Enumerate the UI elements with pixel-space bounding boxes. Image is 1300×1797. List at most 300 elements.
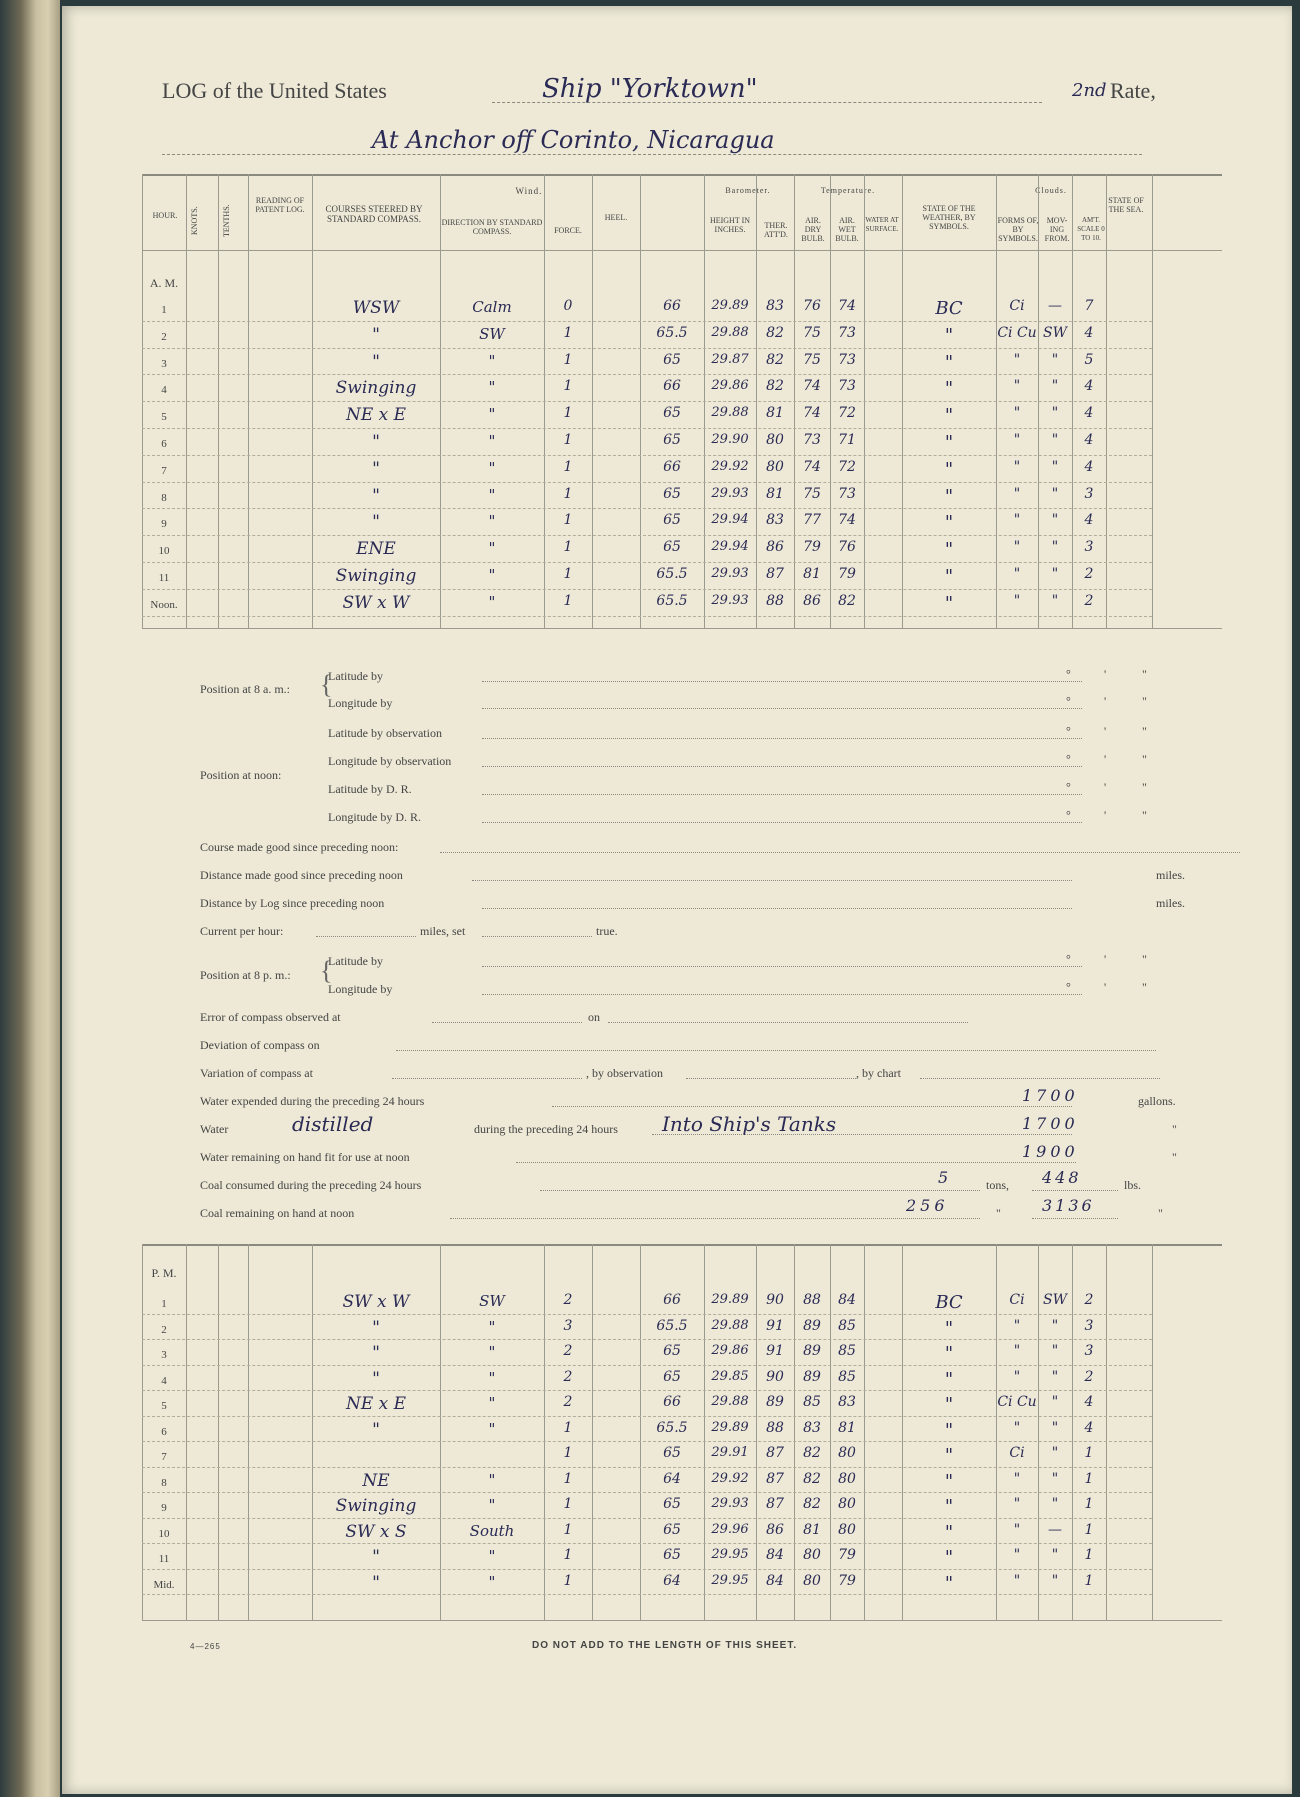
pm-ther-cell: 87 xyxy=(766,1496,784,1512)
am-dir-cell: " xyxy=(488,405,496,424)
pm-course-cell: NE x E xyxy=(345,1394,407,1414)
col-log-header: READING OF PATENT LOG. xyxy=(255,196,305,214)
pm-column-divider xyxy=(218,1244,219,1620)
am-extra-cell: 65 xyxy=(663,485,681,502)
pm-moving-cell: — xyxy=(1048,1521,1062,1538)
pm-force-cell: 1 xyxy=(563,1496,573,1512)
position-deg-mark: ° xyxy=(1066,808,1071,822)
form-number: 4—265 xyxy=(190,1642,221,1651)
pm-weather-cell: " xyxy=(944,1547,954,1568)
pm-dry-cell: 88 xyxy=(803,1292,821,1308)
pm-hour-cell: 1 xyxy=(161,1298,167,1310)
current-label: Current per hour: xyxy=(200,924,284,938)
true-label: true. xyxy=(596,924,618,938)
am-weather-cell: " xyxy=(944,512,954,534)
coal-lbs-line xyxy=(1032,1190,1118,1191)
am-hour-cell: 1 xyxy=(161,304,167,316)
pm-row-rule xyxy=(142,1594,1152,1595)
pm-moving-cell: " xyxy=(1051,1470,1059,1487)
am-dry-cell: 77 xyxy=(803,512,821,529)
pm-ther-cell: 91 xyxy=(766,1317,784,1334)
pm-force-cell: 1 xyxy=(563,1470,573,1487)
pm-hour-cell: 3 xyxy=(161,1349,167,1361)
pm-amount-cell: 1 xyxy=(1084,1572,1094,1589)
pm-hour-cell: 9 xyxy=(161,1502,167,1514)
position-min-mark: ' xyxy=(1104,952,1107,966)
am-dir-cell: " xyxy=(488,432,496,450)
position-value-line xyxy=(482,994,1082,995)
pm-extra-cell: 65 xyxy=(663,1445,681,1461)
col-temp-dry-header: AIR. DRY BULB. xyxy=(801,216,825,243)
am-weather-cell: " xyxy=(944,592,954,614)
pm-amount-cell: 2 xyxy=(1084,1368,1094,1385)
pm-amount-cell: 1 xyxy=(1084,1547,1094,1563)
am-wet-cell: 73 xyxy=(838,324,856,341)
pm-extra-cell: 65.5 xyxy=(656,1419,688,1436)
position-value-line xyxy=(482,708,1082,709)
am-moving-cell: " xyxy=(1051,405,1059,422)
am-ther-cell: 86 xyxy=(766,539,784,556)
am-weather-cell: " xyxy=(944,432,954,453)
am-dir-cell: " xyxy=(488,592,496,611)
position-deg-mark: ° xyxy=(1066,980,1071,994)
pm-moving-cell: " xyxy=(1051,1547,1059,1563)
pm-forms-cell: " xyxy=(1013,1317,1021,1334)
pm-wet-cell: 80 xyxy=(838,1521,856,1538)
am-hour-cell: 8 xyxy=(161,491,167,504)
pm-moving-cell: SW xyxy=(1043,1292,1067,1308)
am-course-cell: NE x E xyxy=(345,405,407,426)
pm-forms-cell: " xyxy=(1013,1496,1021,1512)
coal-rem-lbs-line xyxy=(1032,1218,1118,1219)
am-force-cell: 0 xyxy=(563,298,573,314)
pm-moving-cell: " xyxy=(1051,1368,1059,1385)
distance-log-label: Distance by Log since preceding noon xyxy=(200,896,385,910)
am-forms-cell: " xyxy=(1013,539,1021,556)
am-course-cell: Swinging xyxy=(335,566,417,586)
pm-row-rule xyxy=(142,1390,1152,1391)
am-ther-cell: 87 xyxy=(766,566,784,582)
pm-weather-cell: " xyxy=(944,1343,954,1364)
pm-row-rule xyxy=(142,1314,1152,1315)
am-row-rule xyxy=(142,589,1152,590)
position-sec-mark: " xyxy=(1142,667,1147,681)
am-amount-cell: 4 xyxy=(1084,512,1094,529)
am-ther-cell: 82 xyxy=(766,324,784,341)
pm-dir-cell: South xyxy=(469,1521,515,1540)
pm-wet-cell: 80 xyxy=(838,1445,856,1461)
am-forms-cell: Ci xyxy=(1009,298,1025,314)
am-wet-cell: 72 xyxy=(838,458,856,475)
pm-force-cell: 3 xyxy=(563,1317,573,1334)
position-sec-mark: " xyxy=(1142,752,1147,766)
coal-remaining-line xyxy=(450,1218,980,1219)
water-remaining-line xyxy=(516,1162,1076,1163)
water-distilled-line xyxy=(652,1134,1072,1135)
pm-baro-cell: 29.85 xyxy=(711,1368,749,1384)
pm-column-divider xyxy=(248,1244,249,1620)
am-amount-cell: 2 xyxy=(1084,566,1094,582)
col-knots-header: KNOTS. xyxy=(190,206,199,236)
position-sec-mark: " xyxy=(1142,808,1147,822)
position-sec-mark: " xyxy=(1142,780,1147,794)
longitude-dr-label: Longitude by D. R. xyxy=(328,810,421,824)
pm-weather-cell: " xyxy=(944,1419,954,1441)
pm-forms-cell: " xyxy=(1013,1368,1021,1385)
am-forms-cell: " xyxy=(1013,512,1021,529)
pm-force-cell: 2 xyxy=(563,1368,573,1385)
miles-label-2: miles. xyxy=(1156,896,1185,910)
pm-column-divider xyxy=(592,1244,593,1620)
am-row-rule xyxy=(142,616,1152,617)
am-wet-cell: 73 xyxy=(838,378,856,395)
clouds-group-header: Clouds. xyxy=(1035,186,1067,195)
am-ther-cell: 81 xyxy=(766,485,784,502)
by-observation-line xyxy=(686,1078,856,1079)
am-course-cell: " xyxy=(372,512,380,533)
position-deg-mark: ° xyxy=(1066,952,1071,966)
pm-weather-cell: " xyxy=(944,1368,954,1390)
am-baro-cell: 29.92 xyxy=(711,458,749,474)
pm-amount-cell: 4 xyxy=(1084,1394,1094,1410)
pm-hour-cell: 6 xyxy=(161,1425,167,1438)
pm-dry-cell: 89 xyxy=(803,1343,821,1359)
col-cloud-amount-header: AM'T. SCALE 0 TO 10. xyxy=(1077,216,1105,242)
position-min-mark: ' xyxy=(1104,667,1107,681)
pm-weather-cell: " xyxy=(944,1521,954,1543)
pm-extra-cell: 66 xyxy=(663,1292,681,1308)
pm-extra-cell: 64 xyxy=(663,1572,681,1589)
pm-dir-cell: " xyxy=(488,1317,496,1336)
pm-dir-cell: " xyxy=(488,1470,496,1489)
am-moving-cell: — xyxy=(1048,298,1062,314)
position-value-line xyxy=(482,966,1082,967)
pm-amount-cell: 1 xyxy=(1084,1521,1094,1538)
ditto-mark-1: " xyxy=(1172,1122,1177,1136)
pm-course-cell: " xyxy=(372,1368,380,1389)
pm-weather-cell: " xyxy=(944,1496,954,1517)
by-chart-line xyxy=(920,1078,1160,1079)
course-made-line xyxy=(440,852,1240,853)
latitude-by-8pm-label: Latitude by xyxy=(328,954,383,968)
deviation-label: Deviation of compass on xyxy=(200,1038,320,1052)
pm-amount-cell: 1 xyxy=(1084,1496,1094,1512)
pm-forms-cell: " xyxy=(1013,1572,1021,1589)
am-row-rule xyxy=(142,348,1152,349)
by-observation-label: , by observation xyxy=(586,1066,663,1080)
position-value-line xyxy=(482,794,1082,795)
am-moving-cell: " xyxy=(1051,458,1059,475)
am-moving-cell: " xyxy=(1051,432,1059,448)
position-sec-mark: " xyxy=(1142,952,1147,966)
am-dir-cell: Calm xyxy=(472,298,512,316)
am-dir-cell: " xyxy=(488,566,496,584)
pm-course-cell: " xyxy=(372,1419,380,1440)
am-extra-cell: 65 xyxy=(663,512,681,529)
pm-moving-cell: " xyxy=(1051,1419,1059,1436)
am-baro-cell: 29.86 xyxy=(711,378,749,394)
pm-ther-cell: 91 xyxy=(766,1343,784,1359)
pm-baro-cell: 29.96 xyxy=(711,1521,749,1537)
am-weather-cell: BC xyxy=(935,298,963,319)
pm-baro-cell: 29.95 xyxy=(711,1572,749,1588)
am-row-rule xyxy=(142,374,1152,375)
water-expended-label: Water expended during the preceding 24 hours xyxy=(200,1094,425,1108)
am-forms-cell: " xyxy=(1013,566,1021,582)
am-table-bottom-border xyxy=(142,628,1222,629)
pm-dir-cell: " xyxy=(488,1343,496,1361)
longitude-obs-label: Longitude by observation xyxy=(328,754,452,768)
position-value-line xyxy=(482,738,1082,739)
col-hour-header: HOUR. xyxy=(152,211,178,220)
pm-baro-cell: 29.89 xyxy=(711,1292,749,1307)
pm-moving-cell: " xyxy=(1051,1572,1059,1589)
col-baro-ther-header: THER. ATT'D. xyxy=(764,221,788,239)
pm-row-rule xyxy=(142,1569,1152,1570)
am-course-cell: SW x W xyxy=(342,592,410,613)
position-min-mark: ' xyxy=(1104,780,1107,794)
pm-ther-cell: 89 xyxy=(766,1394,784,1410)
position-deg-mark: ° xyxy=(1066,752,1071,766)
am-force-cell: 1 xyxy=(563,512,573,529)
pm-extra-cell: 65 xyxy=(663,1368,681,1385)
pm-ther-cell: 84 xyxy=(766,1547,784,1563)
pm-weather-cell: BC xyxy=(935,1292,963,1313)
col-temp-water-header: WATER AT SURFACE. xyxy=(865,216,899,233)
ditto-mark-4: " xyxy=(1158,1206,1163,1220)
pm-ther-cell: 84 xyxy=(766,1572,784,1589)
pm-force-cell: 1 xyxy=(563,1521,573,1538)
water-type-value: distilled xyxy=(292,1112,374,1136)
by-chart-label: , by chart xyxy=(856,1066,901,1080)
am-ther-cell: 88 xyxy=(766,592,784,609)
pm-moving-cell: " xyxy=(1051,1496,1059,1512)
am-dry-cell: 76 xyxy=(803,298,821,314)
am-baro-cell: 29.93 xyxy=(711,566,749,581)
am-hour-cell: 2 xyxy=(161,330,167,343)
am-dry-cell: 75 xyxy=(803,485,821,502)
water-remaining-label: Water remaining on hand fit for use at noon xyxy=(200,1150,410,1164)
pm-force-cell: 2 xyxy=(563,1343,573,1359)
am-weather-cell: " xyxy=(944,458,954,480)
log-title: LOG of the United States xyxy=(162,78,387,103)
water-label: Water xyxy=(200,1122,229,1136)
am-dir-cell: " xyxy=(488,539,496,558)
pm-hour-cell: Mid. xyxy=(153,1578,175,1591)
pm-baro-cell: 29.88 xyxy=(711,1317,749,1333)
table-top-border xyxy=(142,174,1222,176)
footer-notice: DO NOT ADD TO THE LENGTH OF THIS SHEET. xyxy=(532,1640,798,1651)
am-dry-cell: 81 xyxy=(803,566,821,582)
pm-ther-cell: 87 xyxy=(766,1470,784,1487)
pm-dir-cell: " xyxy=(488,1419,496,1438)
am-force-cell: 1 xyxy=(563,351,573,368)
am-row-rule xyxy=(142,321,1152,322)
pm-amount-cell: 4 xyxy=(1084,1419,1094,1436)
pm-dry-cell: 89 xyxy=(803,1317,821,1334)
coal-remaining-label: Coal remaining on hand at noon xyxy=(200,1206,355,1220)
am-course-cell: WSW xyxy=(352,298,400,318)
coal-remaining-lbs-value: 3136 xyxy=(1042,1196,1095,1215)
am-baro-cell: 29.93 xyxy=(711,485,749,501)
am-row-rule xyxy=(142,428,1152,429)
miles-set-label: miles, set xyxy=(420,924,466,938)
pm-wet-cell: 80 xyxy=(838,1496,856,1512)
am-dry-cell: 74 xyxy=(803,378,821,395)
position-value-line xyxy=(482,766,1082,767)
pm-baro-cell: 29.88 xyxy=(711,1394,749,1409)
am-baro-cell: 29.89 xyxy=(711,298,749,313)
position-sec-mark: " xyxy=(1142,724,1147,738)
pm-forms-cell: " xyxy=(1013,1470,1021,1487)
pm-force-cell: 1 xyxy=(563,1419,573,1436)
log-sheet xyxy=(62,6,1292,1794)
pm-weather-cell: " xyxy=(944,1317,954,1339)
am-amount-cell: 3 xyxy=(1084,539,1094,556)
pm-dry-cell: 80 xyxy=(803,1572,821,1589)
pm-dir-cell: " xyxy=(488,1547,496,1565)
am-dry-cell: 75 xyxy=(803,351,821,368)
pm-ther-cell: 90 xyxy=(766,1368,784,1385)
position-min-mark: ' xyxy=(1104,980,1107,994)
rate-label: Rate, xyxy=(1110,78,1156,103)
pm-weather-cell: " xyxy=(944,1470,954,1492)
am-force-cell: 1 xyxy=(563,485,573,502)
am-ther-cell: 80 xyxy=(766,432,784,448)
pm-wet-cell: 85 xyxy=(838,1368,856,1385)
position-min-mark: ' xyxy=(1104,808,1107,822)
pm-baro-cell: 29.95 xyxy=(711,1547,749,1562)
pm-extra-cell: 65 xyxy=(663,1521,681,1538)
coal-consumed-tons-value: 5 xyxy=(938,1168,949,1187)
am-course-cell: " xyxy=(372,485,380,506)
location: At Anchor off Corinto, Nicaragua xyxy=(372,126,775,154)
position-deg-mark: ° xyxy=(1066,724,1071,738)
am-dry-cell: 74 xyxy=(803,405,821,422)
am-wet-cell: 79 xyxy=(838,566,856,582)
pm-hour-cell: 5 xyxy=(161,1400,167,1412)
pm-column-divider xyxy=(186,1244,187,1620)
water-into-value: Into Ship's Tanks xyxy=(662,1112,837,1136)
pm-weather-cell: " xyxy=(944,1572,954,1594)
am-extra-cell: 66 xyxy=(663,458,681,475)
am-row-rule xyxy=(142,508,1152,509)
miles-label-1: miles. xyxy=(1156,868,1185,882)
wind-group-header: Wind. xyxy=(515,186,543,196)
am-weather-cell: " xyxy=(944,539,954,561)
am-baro-cell: 29.90 xyxy=(711,432,749,447)
pm-hour-cell: 11 xyxy=(158,1553,170,1565)
pm-baro-cell: 29.89 xyxy=(711,1419,749,1435)
pm-course-cell: Swinging xyxy=(335,1496,417,1516)
am-weather-cell: " xyxy=(944,485,954,507)
latitude-dr-label: Latitude by D. R. xyxy=(328,782,412,796)
am-course-cell: " xyxy=(372,351,380,372)
pm-dry-cell: 81 xyxy=(803,1521,821,1538)
am-moving-cell: " xyxy=(1051,378,1059,395)
pm-baro-cell: 29.93 xyxy=(711,1496,749,1511)
am-wet-cell: 74 xyxy=(838,512,856,529)
error-compass-label: Error of compass observed at xyxy=(200,1010,341,1024)
water-distilled-value: 1700 xyxy=(1022,1114,1079,1133)
col-wind-force-header: FORCE. xyxy=(554,226,582,235)
am-ther-cell: 81 xyxy=(766,405,784,422)
am-wet-cell: 73 xyxy=(838,485,856,502)
variation-line xyxy=(392,1078,582,1079)
col-heel-header: HEEL. xyxy=(604,213,628,222)
position-value-line xyxy=(482,681,1082,682)
pm-extra-cell: 65 xyxy=(663,1496,681,1512)
am-label: A. M. xyxy=(149,276,179,290)
coal-remaining-tons-value: 256 xyxy=(906,1196,949,1215)
position-min-mark: ' xyxy=(1104,724,1107,738)
am-dry-cell: 79 xyxy=(803,539,821,556)
am-extra-cell: 65.5 xyxy=(656,324,688,341)
am-baro-cell: 29.88 xyxy=(711,324,749,340)
am-forms-cell: " xyxy=(1013,458,1021,475)
coal-consumed-lbs-value: 448 xyxy=(1042,1168,1082,1187)
pm-hour-cell: 10 xyxy=(158,1527,170,1540)
pm-dry-cell: 80 xyxy=(803,1547,821,1563)
pm-label: P. M. xyxy=(151,1266,177,1280)
pm-course-cell: SW x W xyxy=(342,1292,410,1312)
am-force-cell: 1 xyxy=(563,539,573,556)
am-weather-cell: " xyxy=(944,378,954,400)
am-forms-cell: " xyxy=(1013,351,1021,368)
pm-baro-cell: 29.92 xyxy=(711,1470,749,1486)
col-courses-header: COURSES STEERED BY STANDARD COMPASS. xyxy=(325,204,423,224)
am-dir-cell: SW xyxy=(479,324,505,343)
ditto-mark-3: " xyxy=(996,1206,1001,1220)
pm-course-cell: " xyxy=(372,1572,380,1593)
pm-extra-cell: 66 xyxy=(663,1394,681,1410)
longitude-by-8pm-label: Longitude by xyxy=(328,982,393,996)
am-hour-cell: 5 xyxy=(161,411,167,424)
am-forms-cell: Ci Cu xyxy=(997,324,1037,341)
pm-course-cell: SW x S xyxy=(345,1521,407,1542)
pm-dir-cell: " xyxy=(488,1368,496,1387)
am-hour-cell: Noon. xyxy=(150,598,178,611)
pm-row-rule xyxy=(142,1339,1152,1340)
pm-ther-cell: 87 xyxy=(766,1445,784,1461)
current-line xyxy=(316,936,416,937)
pm-moving-cell: " xyxy=(1051,1445,1059,1461)
position-sec-mark: " xyxy=(1142,980,1147,994)
barometer-group-header: Barometer. xyxy=(725,186,771,195)
am-amount-cell: 2 xyxy=(1084,592,1094,609)
pm-course-cell: " xyxy=(372,1343,380,1363)
am-wet-cell: 76 xyxy=(838,539,856,556)
pm-wet-cell: 79 xyxy=(838,1572,856,1589)
water-expended-line xyxy=(552,1106,1072,1107)
am-course-cell: " xyxy=(372,458,380,479)
am-ther-cell: 82 xyxy=(766,351,784,368)
am-moving-cell: " xyxy=(1051,592,1059,609)
am-row-rule xyxy=(142,401,1152,402)
pm-amount-cell: 2 xyxy=(1084,1292,1094,1308)
rate-prefix: 2nd xyxy=(1072,80,1107,101)
lbs-label: lbs. xyxy=(1124,1178,1142,1192)
am-baro-cell: 29.88 xyxy=(711,405,749,421)
am-baro-cell: 29.93 xyxy=(711,592,749,608)
am-weather-cell: " xyxy=(944,566,954,587)
coal-consumed-line xyxy=(540,1190,980,1191)
am-extra-cell: 66 xyxy=(663,298,681,314)
am-forms-cell: " xyxy=(1013,378,1021,395)
am-forms-cell: " xyxy=(1013,485,1021,502)
distance-made-line xyxy=(472,880,1072,881)
pm-dir-cell: " xyxy=(488,1394,496,1412)
